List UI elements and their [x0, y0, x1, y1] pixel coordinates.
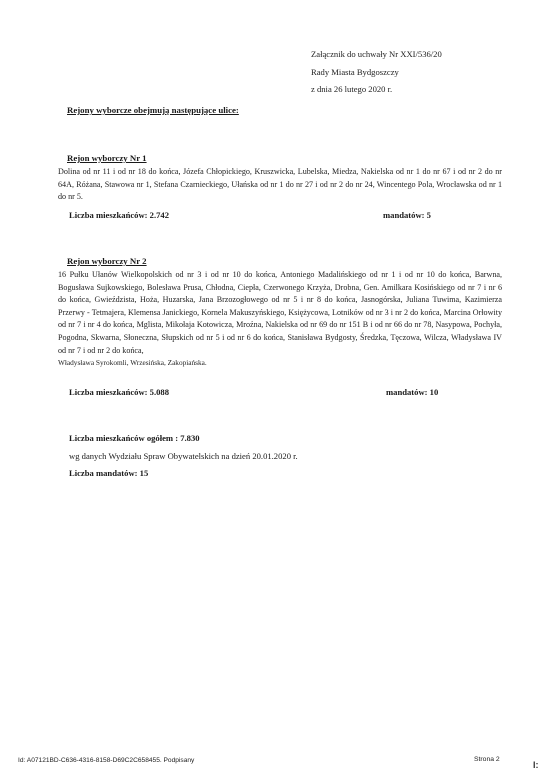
corner-mark: I: — [533, 760, 539, 770]
district-1-title: Rejon wyborczy Nr 1 — [67, 153, 147, 163]
header-line-council: Rady Miasta Bydgoszczy — [311, 66, 399, 77]
district-1-residents: Liczba mieszkańców: 2.742 — [69, 210, 170, 220]
district-2-mandates: mandatów: 10 — [386, 387, 439, 397]
intro-heading: Rejony wyborcze obejmują następujące ulice: — [67, 105, 239, 115]
header-line-date: z dnia 26 lutego 2020 r. — [311, 84, 393, 94]
document-header — [311, 46, 442, 99]
total-mandates: Liczba mandatów: 15 — [69, 468, 149, 478]
district-2-title: Rejon wyborczy Nr 2 — [67, 256, 147, 266]
data-source-note: wg danych Wydziału Spraw Obywatelskich na dzień 20.01.2020 r. — [69, 451, 298, 461]
district-2-streets — [58, 269, 502, 370]
total-residents: Liczba mieszkańców ogółem : 7.830 — [69, 433, 200, 443]
district-2-streets-main: 16 Pułku Ułanów Wielkopolskich od nr 3 i od nr 10 do końca, Antoniego Madalińskiego od nr 1 i od nr 10 do końca, Barwna, Bogusława Sujkowskiego, Bolesława Prusa, Chłodna, Ciepła, Czerwonego Krzyża, Drobna, Gen. Amilkara Kosińskiego od nr 7 i nr 6 do końca, Gwieździsta, Hoża, Huzarska, Jana Brzozogłowego od nr 5 i nr 8 do końca, Jasnogórska, Juliana Tuwima, Kazimierza Przerwy - Tetmajera, Klemensa Janickiego, Kornela Makuszyńskiego, Księżycowa, Lotników od nr 3 i nr 2 do końca, Marcina Orłowity od nr 7 i nr 4 do końca, Mglista, Mikołaja Kotowicza, Mroźna, Nakielska od nr 69 do nr 151 B i od nr 66 do nr 78, Nasypowa, Pochyła, Pogodna, Skwarna, Słoneczna, Słupskich od nr 5 i od nr 6 do końca, Stanisława Bydgosty, Średzka, Tęczowa, Wilcza, Władysława IV od nr 7 i od nr 2 do końca, — [58, 270, 502, 355]
district-2-residents: Liczba mieszkańców: 5.088 — [69, 387, 170, 397]
footer-document-id: Id: A07121BD-C636-4316-8158-D69C2C658455. Podpisany — [18, 757, 195, 764]
footer-page-number: Strona 2 — [474, 756, 500, 763]
district-1-mandates: mandatów: 5 — [383, 210, 431, 220]
district-1-streets: Dolina od nr 11 i od nr 18 do końca, Józefa Chłopickiego, Kruszwicka, Lubelska, Miedza, Nakielska od nr 1 do nr 67 i od nr 2 do nr 64A, Różana, Stawowa nr 1, Stefana Czarnieckiego, Ułańska od nr 1 do nr 27 i od nr 2 do nr 24, Wincentego Pola, Wrocławska od nr 1 do nr 5. — [58, 167, 502, 202]
header-line-resolution: Załącznik do uchwały Nr XXI/536/20 — [311, 49, 442, 59]
district-2-streets-last: Władysława Syrokomli, Wrzesińska, Zakopiańska. — [58, 358, 207, 368]
